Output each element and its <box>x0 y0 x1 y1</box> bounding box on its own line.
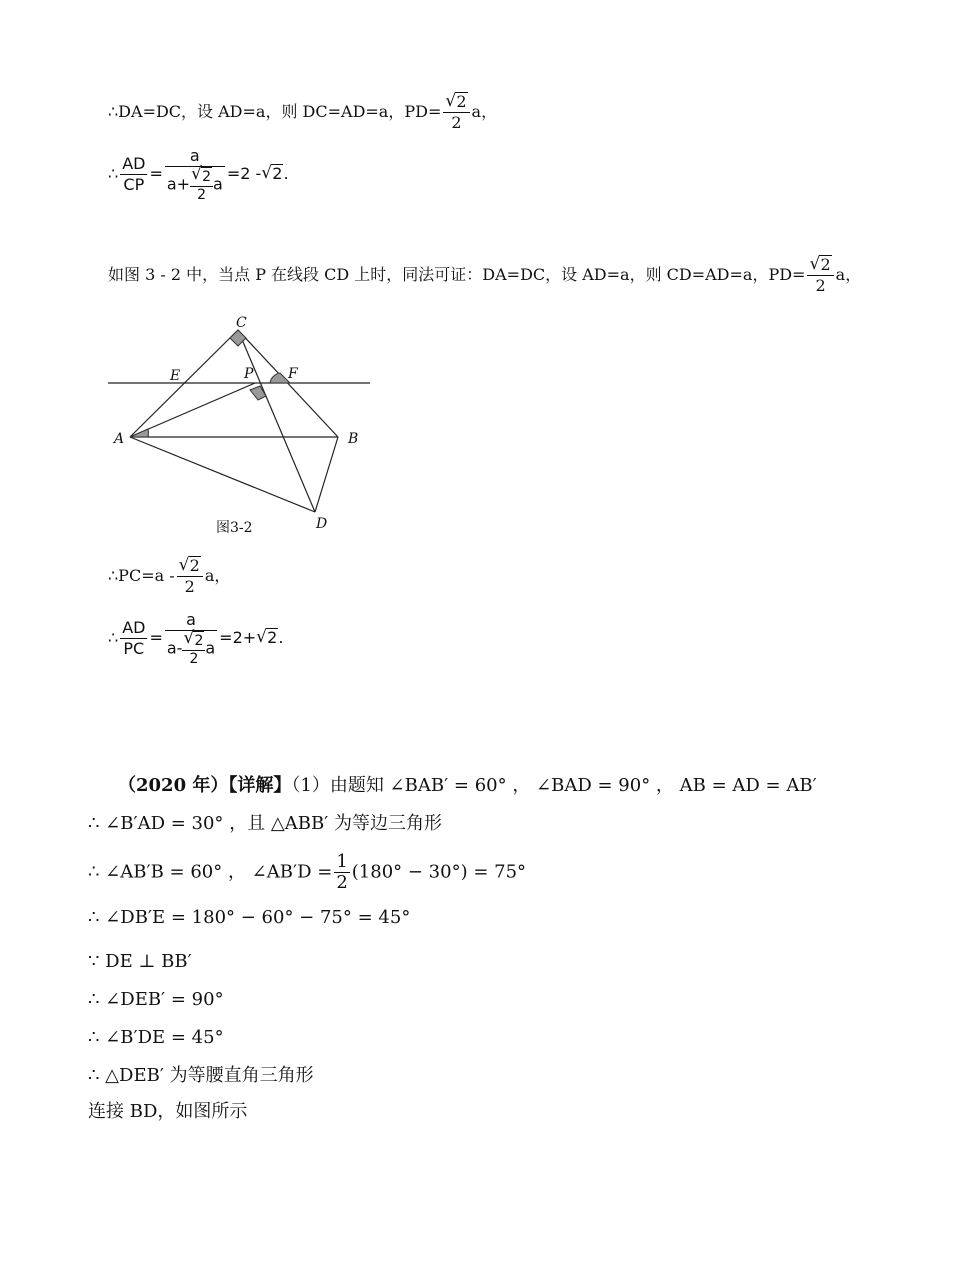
numerator: AD <box>122 618 146 637</box>
line-text-end: a， <box>835 265 862 284</box>
right-angle-p <box>250 386 266 400</box>
sqrt-result: √ 2 <box>261 163 283 183</box>
given-statement: （1）由题知 ∠BAB′ = 60° ， ∠BAD = 90° ， AB = AD = AB′ <box>291 775 817 796</box>
period: . <box>283 164 289 183</box>
fraction-ad-pc <box>120 618 147 659</box>
step-line-6: ∴ ∠B′DE = 45° <box>88 1027 224 1048</box>
step-line-2 <box>88 852 526 893</box>
denominator: PC <box>123 639 145 658</box>
figure-intro-line <box>108 255 861 296</box>
fraction-sqrt2-over-2: √ 2 2 <box>443 92 469 133</box>
line-text-end: a， <box>471 102 498 121</box>
radicand: 2 <box>456 92 467 111</box>
figure-caption: 图3-2 <box>216 520 253 536</box>
sub-denominator: 2 <box>189 651 199 667</box>
geometry-figure <box>100 310 380 540</box>
denominator: CP <box>123 175 145 194</box>
radicand: 2 <box>267 628 278 647</box>
step-line-3: ∴ ∠DB′E = 180° − 60° − 75° = 45° <box>88 907 411 928</box>
angle-mark-a <box>130 429 148 437</box>
fraction-sqrt2-over-2: √ 2 2 <box>177 556 203 597</box>
radicand: 2 <box>820 255 831 274</box>
step-line-7: ∴ △DEB′ 为等腰直角三角形 <box>88 1065 314 1086</box>
radicand: 2 <box>272 164 283 183</box>
step-line-5: ∴ ∠DEB′ = 90° <box>88 989 224 1010</box>
result-text: =2+ <box>219 628 257 647</box>
den-part-b: a <box>213 174 223 194</box>
ratio-ad-pc-line <box>108 610 283 667</box>
year-label: （2020 年） <box>118 775 229 796</box>
ratio-ad-cp-line <box>108 146 289 203</box>
pc-line <box>108 556 230 597</box>
numerator: AD <box>122 154 146 173</box>
sub-fraction: √ 2 2 <box>183 628 204 667</box>
label-p: P <box>244 366 254 382</box>
label-b: B <box>348 431 359 447</box>
fraction-ad-cp <box>120 154 147 195</box>
equals-sign: = <box>149 628 163 647</box>
label-d: D <box>316 516 328 532</box>
denominator: 2 <box>336 872 348 893</box>
therefore-symbol: ∴ <box>108 164 119 183</box>
numerator: 1 <box>336 851 348 872</box>
segment-ad <box>130 437 315 512</box>
numerator: a <box>165 146 225 167</box>
den-part-b: a <box>205 638 216 658</box>
period: . <box>278 628 284 647</box>
fraction-big <box>165 610 217 667</box>
solution-line-da-dc <box>108 92 497 133</box>
solution-2020-header <box>118 774 817 798</box>
segment-ap <box>130 383 255 437</box>
denominator: 2 <box>815 276 826 295</box>
denominator: 2 <box>184 577 195 596</box>
sqrt-result: √ 2 <box>256 627 278 647</box>
step-text-end: (180° − 30°) = 75° <box>351 861 527 883</box>
line-text: ∴PC=a - <box>108 566 175 585</box>
therefore-symbol: ∴ <box>108 628 119 647</box>
line-text-end: a， <box>204 566 231 585</box>
den-part-a: a+ <box>166 174 191 194</box>
numerator: a <box>165 610 217 631</box>
sub-denominator: 2 <box>197 187 206 203</box>
fraction-sqrt2-over-2: √ 2 2 <box>807 255 833 296</box>
step-line-1: ∴ ∠B′AD = 30° ，且 △ABB′ 为等边三角形 <box>88 813 442 834</box>
segment-cd <box>238 330 315 512</box>
line-text: ∴DA=DC，设 AD=a，则 DC=AD=a，PD= <box>108 102 442 121</box>
segment-bd <box>315 437 338 512</box>
step-line-8: 连接 BD，如图所示 <box>88 1101 248 1122</box>
sub-fraction: √ 2 2 <box>191 164 211 203</box>
step-text: ∴ ∠AB′B = 60° ， ∠AB′D = <box>88 861 333 883</box>
equals-sign: = <box>149 164 163 183</box>
result-text: =2 - <box>226 164 262 183</box>
denominator: 2 <box>451 113 462 132</box>
step-line-4: ∵ DE ⊥ BB′ <box>88 951 192 972</box>
radicand: 2 <box>202 169 211 185</box>
line-text: 如图 3 - 2 中，当点 P 在线段 CD 上时，同法可证：DA=DC，设 AD=a，则 CD=AD=a，PD= <box>108 265 806 284</box>
label-a: A <box>114 431 125 447</box>
radicand: 2 <box>189 556 200 575</box>
label-c: C <box>236 315 247 331</box>
radicand: 2 <box>194 633 204 649</box>
angle-mark-f <box>270 373 290 383</box>
fraction-big <box>165 146 225 203</box>
fraction-one-half <box>334 852 349 893</box>
label-e: E <box>170 368 181 384</box>
detail-tag: 【详解】 <box>228 775 292 796</box>
den-part-a: a- <box>166 638 183 658</box>
label-f: F <box>288 366 298 382</box>
